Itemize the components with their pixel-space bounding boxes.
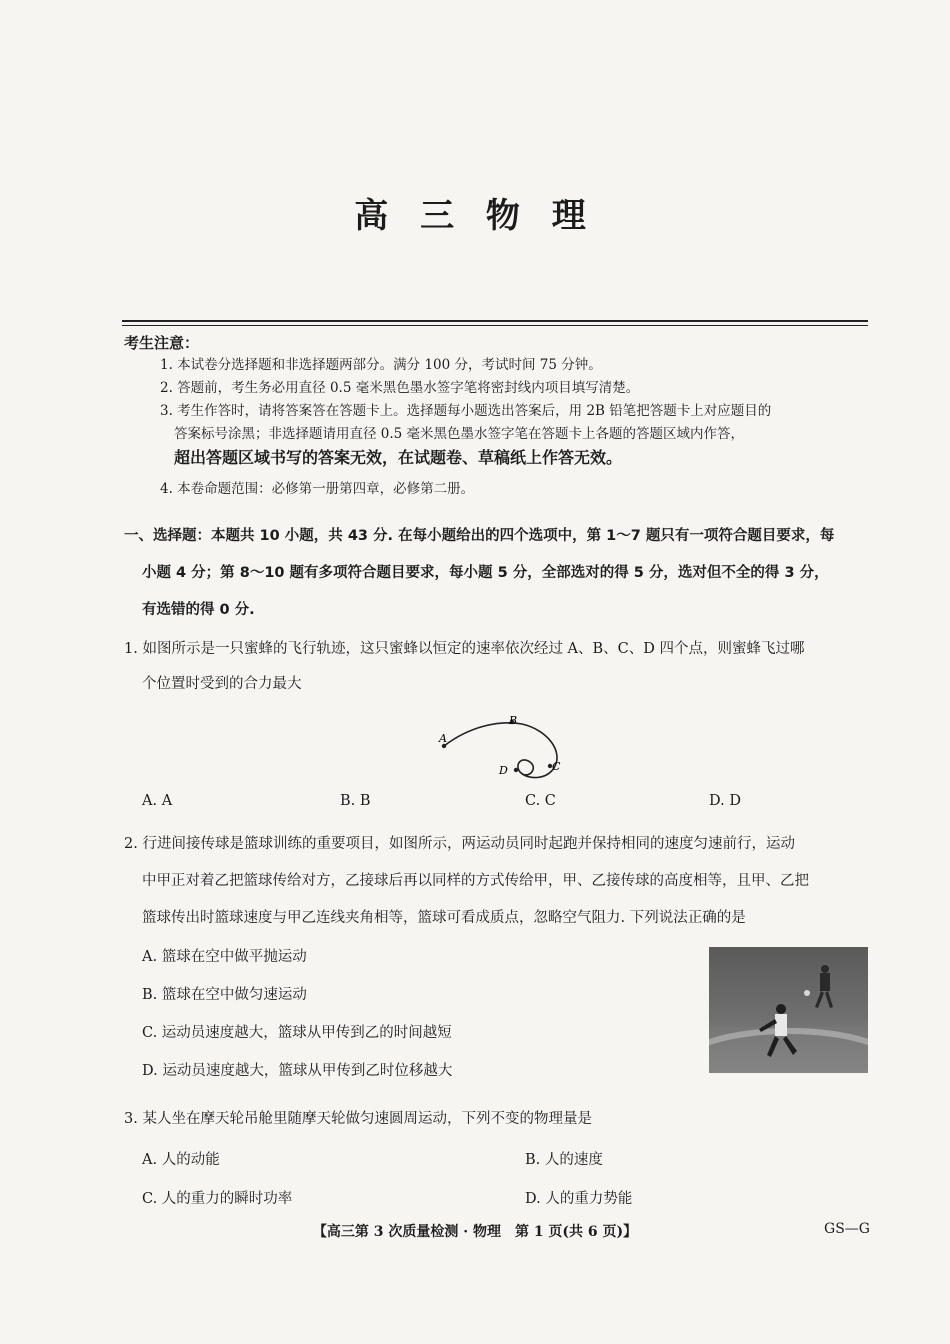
q3-option-d: D. 人的重力势能 xyxy=(525,1191,633,1207)
q2-option-b: B. 篮球在空中做匀速运动 xyxy=(142,987,307,1003)
notice-item-1: 1. 本试卷分选择题和非选择题两部分。满分 100 分，考试时间 75 分钟。 xyxy=(160,357,602,373)
question-3-line-1: 3. 某人坐在摩天轮吊舱里随摩天轮做匀速圆周运动，下列不变的物理量是 xyxy=(124,1111,592,1127)
notice-item-2: 2. 答题前，考生务必用直径 0.5 毫米黑色墨水签字笔将密封线内项目填写清楚。 xyxy=(160,380,640,396)
label-c: C xyxy=(552,760,561,773)
question-2-line-1: 2. 行进间接传球是篮球训练的重要项目，如图所示，两运动员同时起跑并保持相同的速度匀速前行，运动 xyxy=(124,836,795,852)
notice-item-3-cont: 答案标号涂黑；非选择题请用直径 0.5 毫米黑色墨水签字笔在答题卡上各题的答题区域内作答， xyxy=(174,426,745,442)
notice-warning: 超出答题区域书写的答案无效，在试题卷、草稿纸上作答无效。 xyxy=(174,448,623,467)
basketball-photo xyxy=(709,947,868,1073)
bee-trajectory-diagram xyxy=(430,712,580,790)
q2-option-d: D. 运动员速度越大，篮球从甲传到乙时位移越大 xyxy=(142,1063,453,1079)
section-instruction-line-1: 一、选择题：本题共 10 小题，共 43 分. 在每小题给出的四个选项中，第 1～7 题只有一项符合题目要求，每 xyxy=(124,528,835,544)
q2-option-c: C. 运动员速度越大，篮球从甲传到乙的时间越短 xyxy=(142,1025,452,1041)
q2-option-a: A. 篮球在空中做平抛运动 xyxy=(142,949,307,965)
q3-option-b: B. 人的速度 xyxy=(525,1152,603,1168)
q1-option-a: A. A xyxy=(142,793,173,809)
divider-thick xyxy=(122,320,868,322)
q3-option-c: C. 人的重力的瞬时功率 xyxy=(142,1191,293,1207)
notice-item-3: 3. 考生作答时，请将答案答在答题卡上。选择题每小题选出答案后，用 2B 铅笔把答题卡上对应题目的 xyxy=(160,403,772,419)
section-instruction-line-2: 小题 4 分；第 8～10 题有多项符合题目要求，每小题 5 分，全部选对的得 5 分，选对但不全的得 3 分， xyxy=(142,565,829,581)
question-1-line-1: 1. 如图所示是一只蜜蜂的飞行轨迹，这只蜜蜂以恒定的速率依次经过 A、B、C、D 四个点，则蜜蜂飞过哪 xyxy=(124,641,805,657)
label-a: A xyxy=(439,732,447,745)
divider-thin xyxy=(122,325,868,326)
label-b: B xyxy=(509,714,518,727)
page-footer: 【高三第 3 次质量检测 · 物理 第 1 页(共 6 页)】 xyxy=(312,1224,638,1240)
exam-title: 高 三 物 理 xyxy=(354,196,596,236)
notice-item-4: 4. 本卷命题范围：必修第一册第四章，必修第二册。 xyxy=(160,481,475,497)
notice-heading: 考生注意： xyxy=(124,334,200,352)
section-instruction-line-3: 有选错的得 0 分. xyxy=(142,602,255,618)
q3-option-a: A. 人的动能 xyxy=(142,1152,220,1168)
q1-option-b: B. B xyxy=(340,793,371,809)
label-d: D xyxy=(499,764,508,777)
exam-code: GS—G xyxy=(824,1221,870,1237)
q1-option-c: C. C xyxy=(525,793,556,809)
question-2-line-2: 中甲正对着乙把篮球传给对方，乙接球后再以同样的方式传给甲，甲、乙接传球的高度相等，且甲、乙把 xyxy=(142,873,809,889)
q1-option-d: D. D xyxy=(709,793,741,809)
player-back xyxy=(815,965,833,1008)
basketball xyxy=(804,990,810,996)
question-2-line-3: 篮球传出时篮球速度与甲乙连线夹角相等，篮球可看成质点，忽略空气阻力. 下列说法正确的是 xyxy=(142,910,746,926)
point-d xyxy=(514,768,518,772)
question-1-line-2: 个位置时受到的合力最大 xyxy=(142,676,302,692)
